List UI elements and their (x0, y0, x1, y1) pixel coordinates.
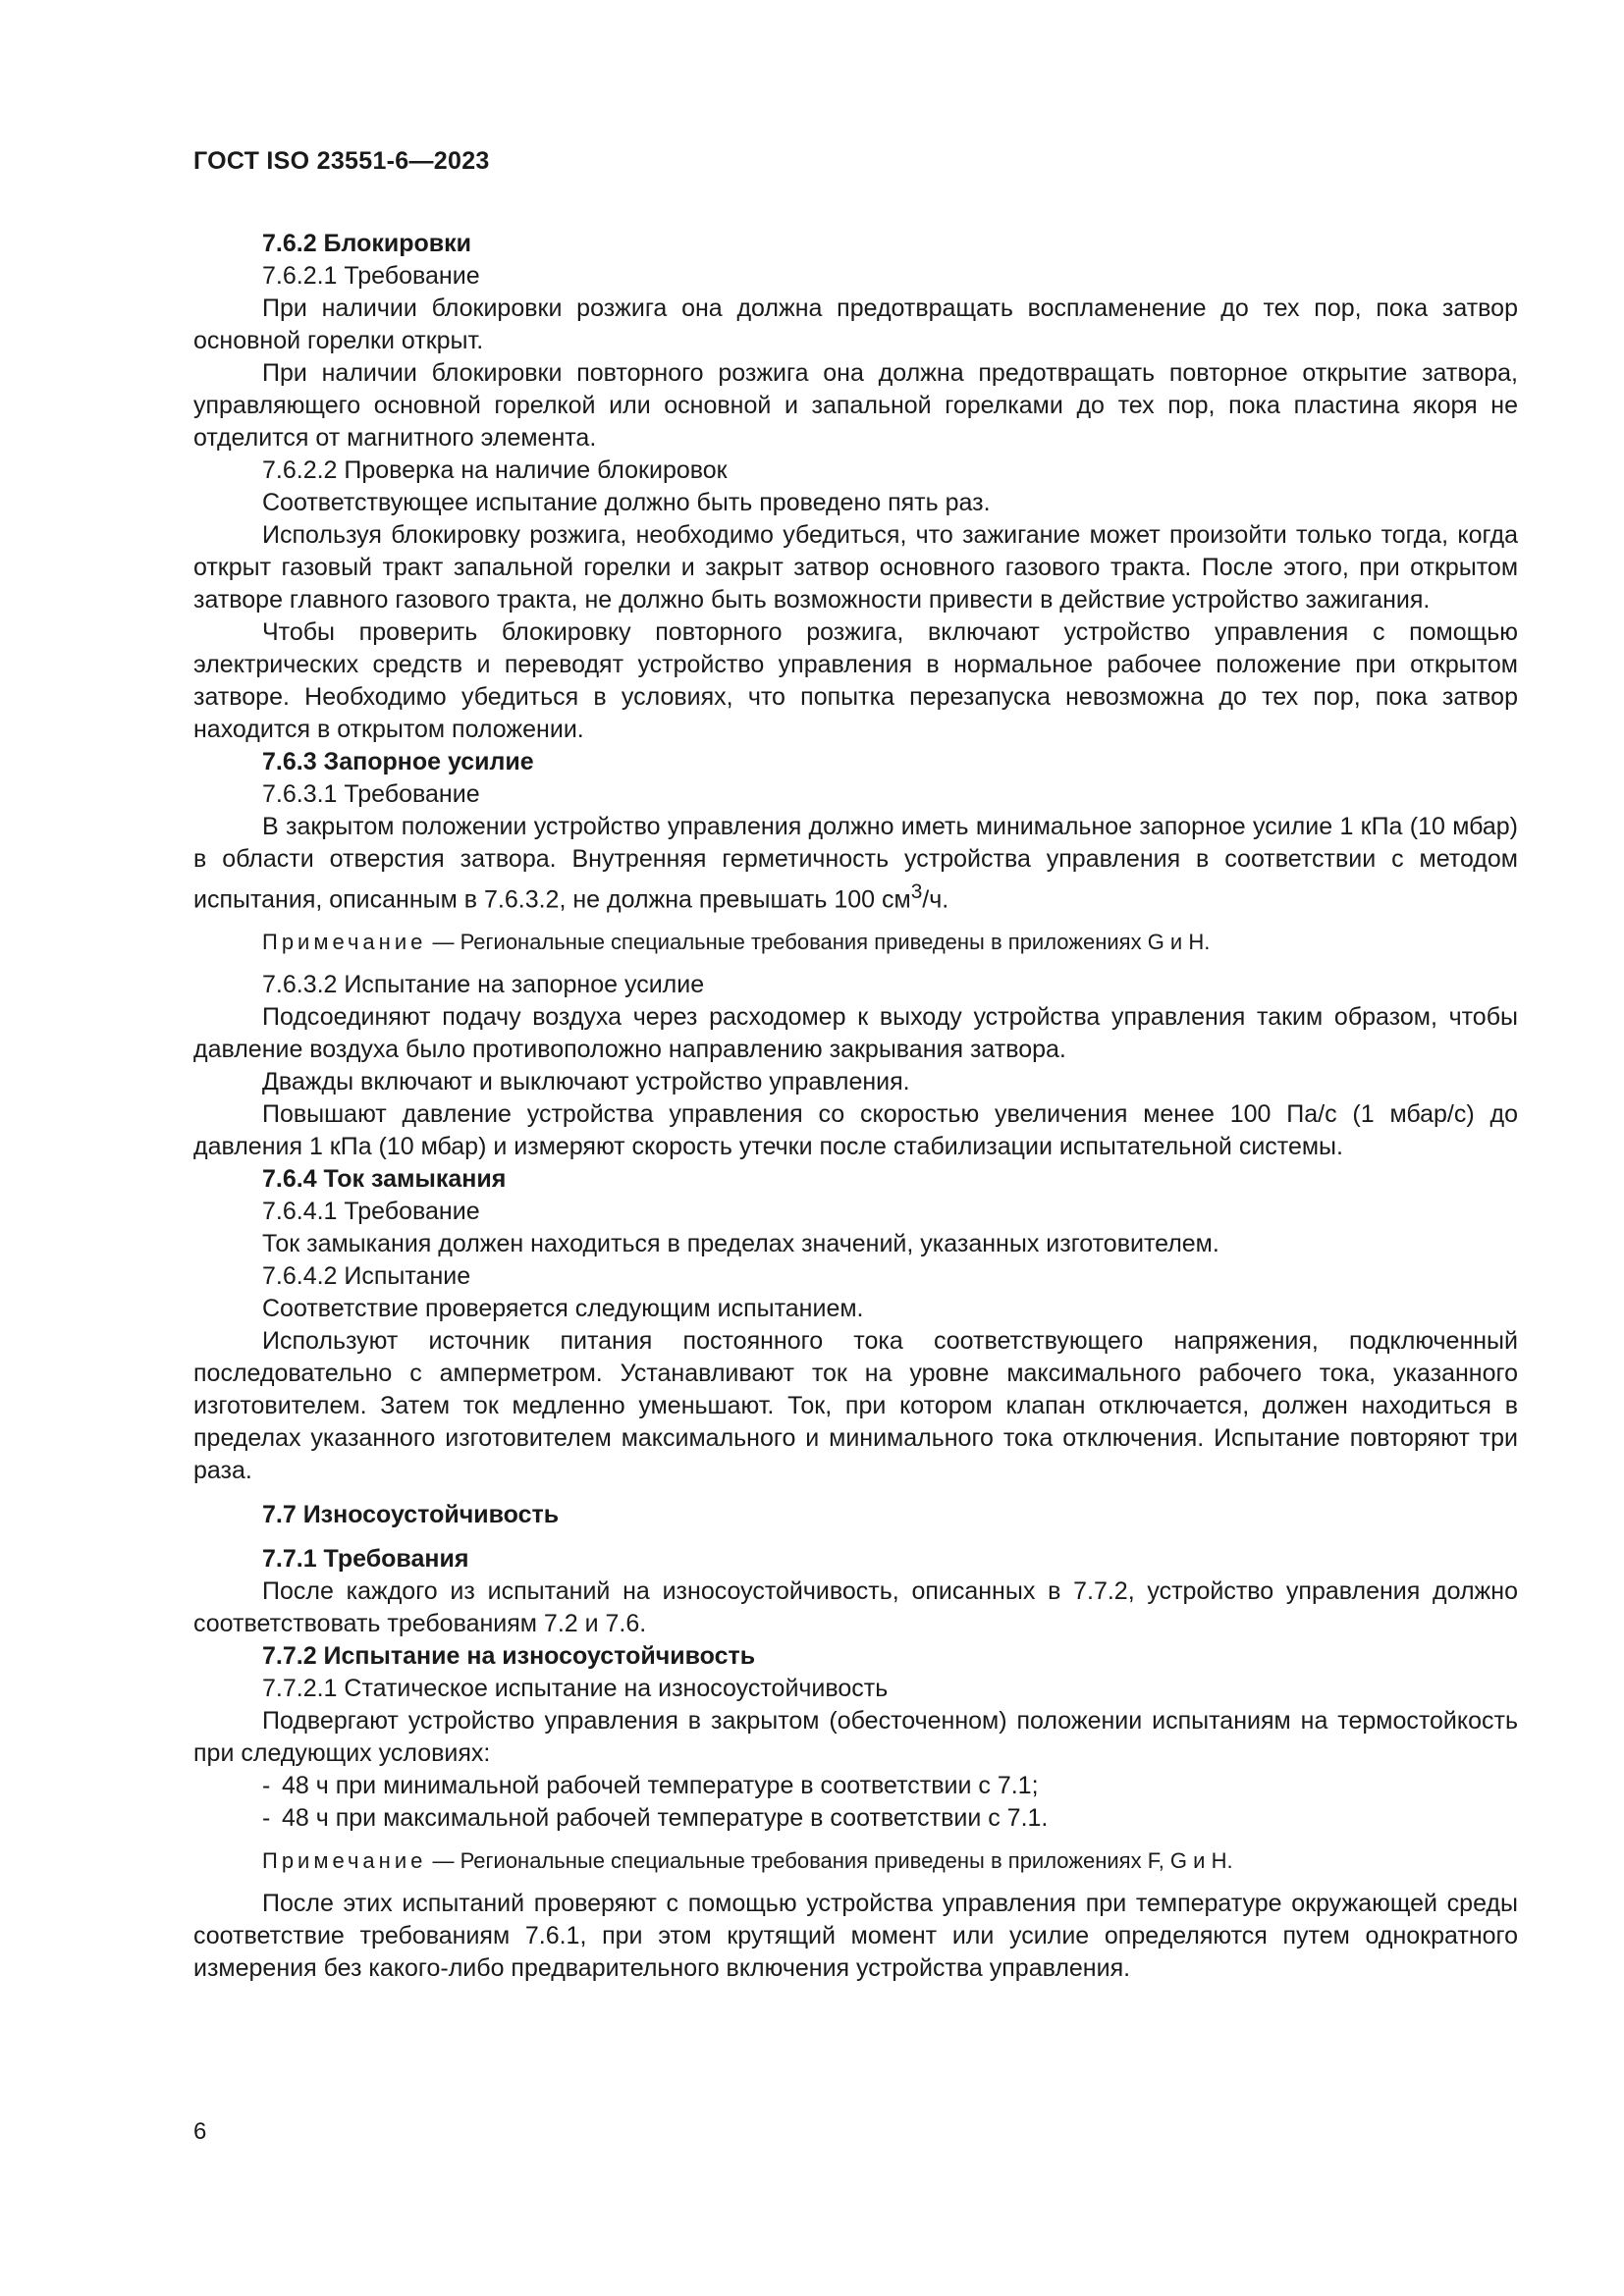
heading-7-6-2-1: 7.6.2.1 Требование (262, 262, 480, 290)
note-text: — Региональные специальные требования приведены в приложениях F, G и H. (426, 1848, 1233, 1874)
paragraph: Повышают давление устройства управления со скоростью увеличения менее 100 Па/с (1 мбар/с) до давления 1 кПа (10 мбар) и измеряют скорость утечки после стабилизации испытательной системы. (193, 1100, 1518, 1161)
document-header: ГОСТ ISO 23551-6—2023 (193, 147, 490, 175)
note (193, 928, 1518, 957)
note-label: Примечание (262, 930, 427, 955)
condition-list (193, 1770, 1518, 1835)
heading-7-6-4: 7.6.4 Ток замыкания (262, 1165, 507, 1194)
heading-7-6-4-1: 7.6.4.1 Требование (262, 1198, 480, 1226)
note-label: Примечание (262, 1848, 427, 1874)
paragraph: При наличии блокировки розжига она должна предотвращать воспламенение до тех пор, пока затвор основной горелки открыт. (193, 294, 1518, 354)
list-item-text: 48 ч при максимальной рабочей температуре в соответствии с 7.1. (282, 1804, 1049, 1833)
list-item (262, 1770, 1518, 1802)
heading-7-7: 7.7 Износоустойчивость (262, 1501, 560, 1529)
dash-bullet-icon: - (262, 1804, 271, 1833)
heading-7-6-3-2: 7.6.3.2 Испытание на запорное усилие (262, 971, 705, 999)
paragraph-text: /ч. (922, 885, 949, 914)
paragraph: Подсоединяют подачу воздуха через расходомер к выходу устройства управления таким образом, чтобы давление воздуха было противоположно направлению закрывания затвора. (193, 1003, 1518, 1064)
paragraph (193, 811, 1518, 916)
superscript: 3 (910, 881, 923, 903)
heading-7-7-1: 7.7.1 Требования (262, 1545, 469, 1574)
heading-7-6-4-2: 7.6.4.2 Испытание (262, 1262, 471, 1291)
page-number: 6 (193, 2118, 207, 2145)
heading-7-6-3-1: 7.6.3.1 Требование (262, 780, 480, 808)
paragraph: Используют источник питания постоянного тока соответствующего напряжения, подключенный последовательно с амперметром. Устанавливают ток на уровне максимального рабочего тока, указанного изготовителем. Затем ток медленно уменьшают. Ток, при котором клапан отключается, должен находиться в пределах указанного изготовителем максимального и минимального тока отключения. Испытание повторяют три раза. (193, 1327, 1518, 1485)
paragraph: Используя блокировку розжига, необходимо убедиться, что зажигание может произойти только тогда, когда открыт газовый тракт запальной горелки и закрыт затвор основного газового тракта. После этого, при открытом затворе главного газового тракта, не должно быть возможности привести в действие устройство зажигания. (193, 521, 1518, 614)
paragraph: Дважды включают и выключают устройство управления. (262, 1068, 910, 1096)
paragraph: Соответствие проверяется следующим испытанием. (262, 1295, 864, 1323)
list-item-text: 48 ч при минимальной рабочей температуре в соответствии с 7.1; (282, 1772, 1039, 1800)
note-text: — Региональные специальные требования приведены в приложениях G и H. (426, 930, 1211, 955)
paragraph: Соответствующее испытание должно быть проведено пять раз. (262, 489, 991, 516)
paragraph-text: В закрытом положении устройство управления должно иметь минимальное запорное усилие 1 кПа (10 мбар) в области отверстия затвора. Внутренняя герметичность устройства управления в соответствии с методом испытания, описанным в 7.6.3.2, не должна превышать 100 см (193, 813, 1518, 914)
paragraph: Ток замыкания должен находиться в пределах значений, указанных изготовителем. (262, 1230, 1219, 1258)
heading-7-6-3: 7.6.3 Запорное усилие (262, 748, 534, 775)
heading-7-6-2-2: 7.6.2.2 Проверка на наличие блокировок (262, 456, 728, 484)
paragraph: Чтобы проверить блокировку повторного розжига, включают устройство управления с помощью электрических средств и переводят устройство управления в нормальное рабочее положение при открытом затворе. Необходимо убедиться в условиях, что попытка перезапуска невозможна до тех пор, пока затвор находится в открытом положении. (193, 618, 1518, 743)
document-body (193, 228, 1518, 1985)
heading-7-6-2: 7.6.2 Блокировки (262, 230, 472, 257)
paragraph: После каждого из испытаний на износоустойчивость, описанных в 7.7.2, устройство управления должно соответствовать требованиям 7.2 и 7.6. (193, 1577, 1518, 1638)
dash-bullet-icon: - (262, 1772, 271, 1800)
paragraph: После этих испытаний проверяют с помощью устройства управления при температуре окружающей среды соответствие требованиям 7.6.1, при этом крутящий момент или усилие определяются путем однократного измерения без какого-либо предварительного включения устройства управления. (193, 1890, 1518, 1983)
note (193, 1846, 1518, 1876)
list-item (262, 1802, 1518, 1835)
heading-7-7-2-1: 7.7.2.1 Статическое испытание на износоустойчивость (262, 1675, 889, 1703)
heading-7-7-2: 7.7.2 Испытание на износоустойчивость (262, 1642, 756, 1671)
paragraph: Подвергают устройство управления в закрытом (обесточенном) положении испытаниям на термостойкость при следующих условиях: (193, 1707, 1518, 1768)
paragraph: При наличии блокировки повторного розжига она должна предотвращать повторное открытие затвора, управляющего основной горелкой или основной и запальной горелками до тех пор, пока пластина якоря не отделится от магнитного элемента. (193, 359, 1518, 452)
